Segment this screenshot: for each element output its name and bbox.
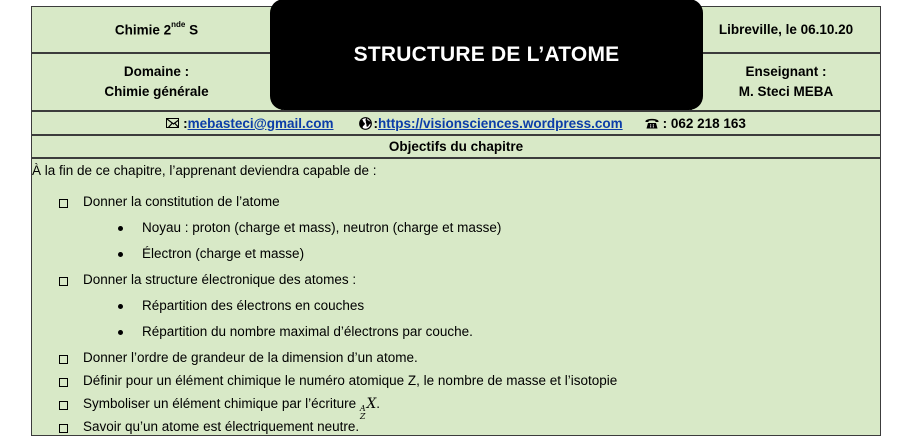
domain-cell	[31, 53, 282, 111]
domain-label: Domaine :	[123, 64, 190, 79]
checkbox-icon	[59, 401, 68, 410]
document-header-sheet	[31, 6, 881, 436]
email-link[interactable]: mebasteci@gmail.com	[187, 115, 334, 131]
checkbox-icon	[59, 199, 68, 208]
website-contact: : https://visionsciences.wordpress.com	[359, 116, 623, 131]
bullet-icon	[118, 330, 123, 335]
bullet-icon	[118, 252, 123, 257]
objectives-heading-cell	[31, 135, 881, 158]
objective-item: Définir pour un élément chimique le numéro atomique Z, le nombre de masse et l’isotopie	[83, 373, 618, 388]
checkbox-icon	[59, 378, 68, 387]
teacher-label: Enseignant :	[745, 64, 827, 79]
subject-label: Chimie 2nde S	[114, 19, 199, 38]
teacher-cell	[691, 53, 881, 111]
objective-subitem: Répartition du nombre maximal d’électrons par couche.	[142, 324, 473, 339]
globe-icon	[359, 117, 372, 130]
objective-item: Symboliser un élément chimique par l’écriture A Z X.	[83, 396, 381, 421]
element-symbol-notation: A Z X	[359, 396, 377, 421]
objectives-intro: À la fin de ce chapitre, l’apprenant deviendra capable de :	[32, 163, 377, 178]
page-title-box	[270, 0, 703, 110]
page-title: STRUCTURE DE L’ATOME	[353, 42, 620, 66]
objective-item: Savoir qu’un atome est électriquement neutre.	[83, 419, 360, 434]
objectives-heading: Objectifs du chapitre	[388, 139, 524, 154]
phone-number: : 062 218 163	[662, 115, 746, 131]
objective-subitem: Répartition des électrons en couches	[142, 298, 365, 313]
email-contact: : mebasteci@gmail.com	[166, 116, 333, 131]
telephone-icon	[645, 117, 659, 129]
envelope-icon	[166, 118, 179, 128]
bullet-icon	[118, 304, 123, 309]
objective-subitem: Noyau : proton (charge et mass), neutron (charge et masse)	[142, 220, 502, 235]
objective-item: Donner l’ordre de grandeur de la dimension d’un atome.	[83, 350, 418, 365]
bullet-icon	[118, 226, 123, 231]
objective-subitem: Électron (charge et masse)	[142, 246, 305, 261]
place-date: Libreville, le 06.10.20	[718, 22, 854, 37]
objective-item: Donner la constitution de l’atome	[83, 194, 280, 209]
phone-contact	[645, 116, 746, 131]
checkbox-icon	[59, 277, 68, 286]
contact-row	[31, 111, 881, 135]
checkbox-icon	[59, 424, 68, 433]
website-link[interactable]: https://visionsciences.wordpress.com	[378, 115, 623, 131]
subject-cell	[31, 6, 282, 53]
teacher-name: M. Steci MEBA	[738, 84, 834, 99]
place-date-cell	[691, 6, 881, 53]
objective-item: Donner la structure électronique des atomes :	[83, 272, 357, 287]
domain-value: Chimie générale	[104, 84, 209, 99]
checkbox-icon	[59, 355, 68, 364]
objectives-body	[31, 158, 881, 436]
